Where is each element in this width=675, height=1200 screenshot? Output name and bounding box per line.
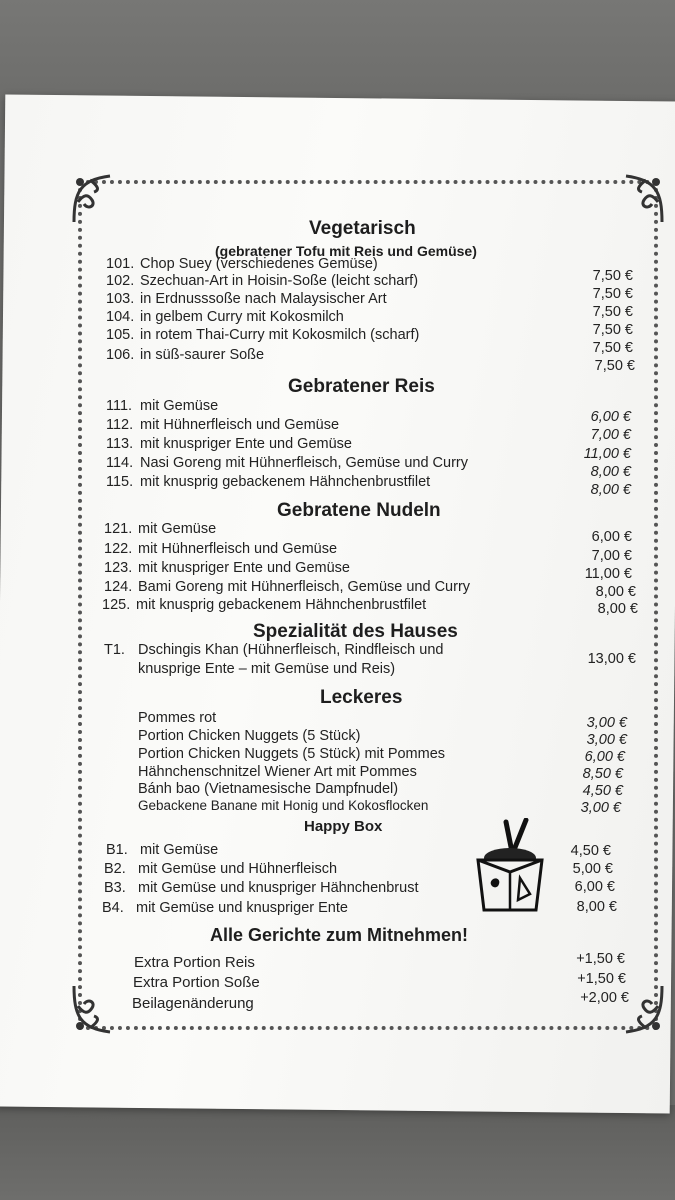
item-name: in gelbem Curry mit Kokosmilch <box>140 309 344 325</box>
menu-item: Beilagenänderung <box>132 995 254 1012</box>
menu-item <box>104 579 470 595</box>
menu-item: Extra Portion Soße <box>133 974 260 991</box>
item-number: 101. <box>106 256 135 272</box>
section-title-nudeln: Gebratene Nudeln <box>277 500 441 521</box>
ornament-corner-icon <box>70 172 124 226</box>
item-price: 8,50 € <box>582 766 623 782</box>
menu-item <box>104 642 443 658</box>
item-number: 125. <box>102 597 131 613</box>
menu-item <box>102 900 348 916</box>
item-price: 4,50 € <box>570 843 611 859</box>
menu-item <box>104 541 337 557</box>
item-name: in Erdnusssoße nach Malaysischer Art <box>140 291 387 307</box>
item-price: 8,00 € <box>576 899 617 915</box>
item-name: mit knuspriger Ente und Gemüse <box>140 436 352 452</box>
item-name: Nasi Goreng mit Hühnerfleisch, Gemüse und Curry <box>140 455 468 471</box>
item-price: 6,00 € <box>574 879 615 895</box>
takeout-box-icon <box>470 818 548 916</box>
menu-item <box>104 880 418 896</box>
item-number: 115. <box>106 474 134 490</box>
item-price: +1,50 € <box>576 951 625 967</box>
item-number: 112. <box>106 417 134 433</box>
menu-item: Portion Chicken Nuggets (5 Stück) mit Pommes <box>138 746 446 762</box>
item-price: 3,00 € <box>580 800 621 816</box>
menu-item <box>106 474 430 490</box>
menu-item: Extra Portion Reis <box>134 954 255 971</box>
item-name: mit Gemüse <box>140 842 219 858</box>
item-name: mit knuspriger Ente und Gemüse <box>138 560 350 576</box>
item-number: T1. <box>104 642 125 658</box>
item-name: mit Hühnerfleisch und Gemüse <box>140 417 340 433</box>
item-name: Bami Goreng mit Hühnerfleisch, Gemüse und Curry <box>138 579 471 595</box>
item-price: 7,50 € <box>592 340 633 356</box>
item-price: 7,50 € <box>592 304 633 320</box>
item-price: 7,00 € <box>590 427 631 443</box>
item-number: B1. <box>106 842 128 858</box>
menu-item <box>104 560 350 576</box>
menu-item <box>104 521 216 537</box>
item-number: B3. <box>104 880 126 896</box>
section-title-reis: Gebratener Reis <box>288 376 435 397</box>
item-price: 8,00 € <box>590 464 631 480</box>
item-name: mit knusprig gebackenem Hähnchenbrustfilet <box>140 474 431 490</box>
item-number: 113. <box>106 436 134 452</box>
item-number: 124. <box>104 579 133 595</box>
menu-item <box>106 347 264 363</box>
item-name: mit Gemüse <box>140 398 219 414</box>
item-price: 5,00 € <box>572 861 613 877</box>
item-price: 11,00 € <box>584 566 632 582</box>
menu-item <box>106 273 418 289</box>
menu-item: Gebackene Banane mit Honig und Kokosflocken <box>138 798 429 813</box>
item-price: 7,50 € <box>592 286 633 302</box>
menu-item: Hähnchenschnitzel Wiener Art mit Pommes <box>138 764 417 780</box>
item-number: 121. <box>104 521 133 537</box>
item-name: mit Gemüse und knuspriger Ente <box>136 900 348 916</box>
section-title-leckeres: Leckeres <box>320 687 403 708</box>
item-name: mit knusprig gebackenem Hähnchenbrustfilet <box>136 597 427 613</box>
menu-item-continued: knusprige Ente – mit Gemüse und Reis) <box>138 661 396 677</box>
item-number: 103. <box>106 291 135 307</box>
item-price: 6,00 € <box>590 409 631 425</box>
menu-item <box>106 455 468 471</box>
item-price: 8,00 € <box>595 584 636 600</box>
item-price: 6,00 € <box>591 529 632 545</box>
item-number: 104. <box>106 309 135 325</box>
menu-item <box>106 327 419 343</box>
item-name: Chop Suey (verschiedenes Gemüse) <box>140 256 378 272</box>
item-price: 4,50 € <box>582 783 623 799</box>
section-subtitle-vegetarisch: (gebratener Tofu mit Reis und Gemüse) <box>215 243 477 259</box>
menu-item <box>106 436 352 452</box>
ornament-corner-icon <box>612 172 666 226</box>
ornament-corner-icon <box>70 982 124 1036</box>
menu-item <box>106 417 339 433</box>
item-name: mit Gemüse und Hühnerfleisch <box>138 861 338 877</box>
item-name: mit Gemüse und knuspriger Hähnchenbrust <box>138 880 419 896</box>
menu-item <box>106 291 387 307</box>
item-price: 7,00 € <box>591 548 632 564</box>
menu-item <box>106 309 344 325</box>
item-name: mit Gemüse <box>138 521 217 537</box>
item-price: 7,50 € <box>592 322 633 338</box>
item-number: B2. <box>104 861 126 877</box>
item-price: 6,00 € <box>584 749 625 765</box>
item-price: 8,00 € <box>590 482 631 498</box>
section-title-vegetarisch: Vegetarisch <box>309 218 416 239</box>
menu-item <box>106 842 218 858</box>
item-price: 3,00 € <box>586 715 627 731</box>
item-name: in süß-saurer Soße <box>140 347 265 363</box>
item-name: Dschingis Khan (Hühnerfleisch, Rindfleisch und <box>138 642 444 658</box>
item-number: 111. <box>106 398 133 414</box>
item-price: +2,00 € <box>580 990 629 1006</box>
section-title-spezialitaet: Spezialität des Hauses <box>253 621 458 642</box>
menu-item: Pommes rot <box>138 710 217 726</box>
item-price: 11,00 € <box>583 446 631 462</box>
item-number: 123. <box>104 560 133 576</box>
item-number: 106. <box>106 347 135 363</box>
section-title-happybox: Happy Box <box>304 818 383 835</box>
item-price: +1,50 € <box>577 971 626 987</box>
item-name: mit Hühnerfleisch und Gemüse <box>138 541 338 557</box>
item-name: Szechuan-Art in Hoisin-Soße (leicht scharf) <box>140 273 419 289</box>
section-title-mitnehmen: Alle Gerichte zum Mitnehmen! <box>210 925 469 945</box>
menu-item: Bánh bao (Vietnamesische Dampfnudel) <box>138 781 399 797</box>
item-price: 7,50 € <box>594 358 635 374</box>
item-price: 7,50 € <box>592 268 633 284</box>
item-price: 13,00 € <box>587 651 636 667</box>
item-name: in rotem Thai-Curry mit Kokosmilch (scharf) <box>140 327 420 343</box>
item-price: 8,00 € <box>597 601 638 617</box>
item-number: 122. <box>104 541 133 557</box>
item-number: 102. <box>106 273 135 289</box>
menu-item <box>106 256 378 272</box>
item-number: B4. <box>102 900 124 916</box>
item-number: 105. <box>106 327 135 343</box>
menu-item <box>104 861 337 877</box>
item-number: 114. <box>106 455 134 471</box>
background-bottom <box>0 1105 675 1200</box>
item-price: 3,00 € <box>586 732 627 748</box>
menu-item <box>106 398 218 414</box>
menu-item: Portion Chicken Nuggets (5 Stück) <box>138 728 361 744</box>
menu-item <box>102 597 426 613</box>
